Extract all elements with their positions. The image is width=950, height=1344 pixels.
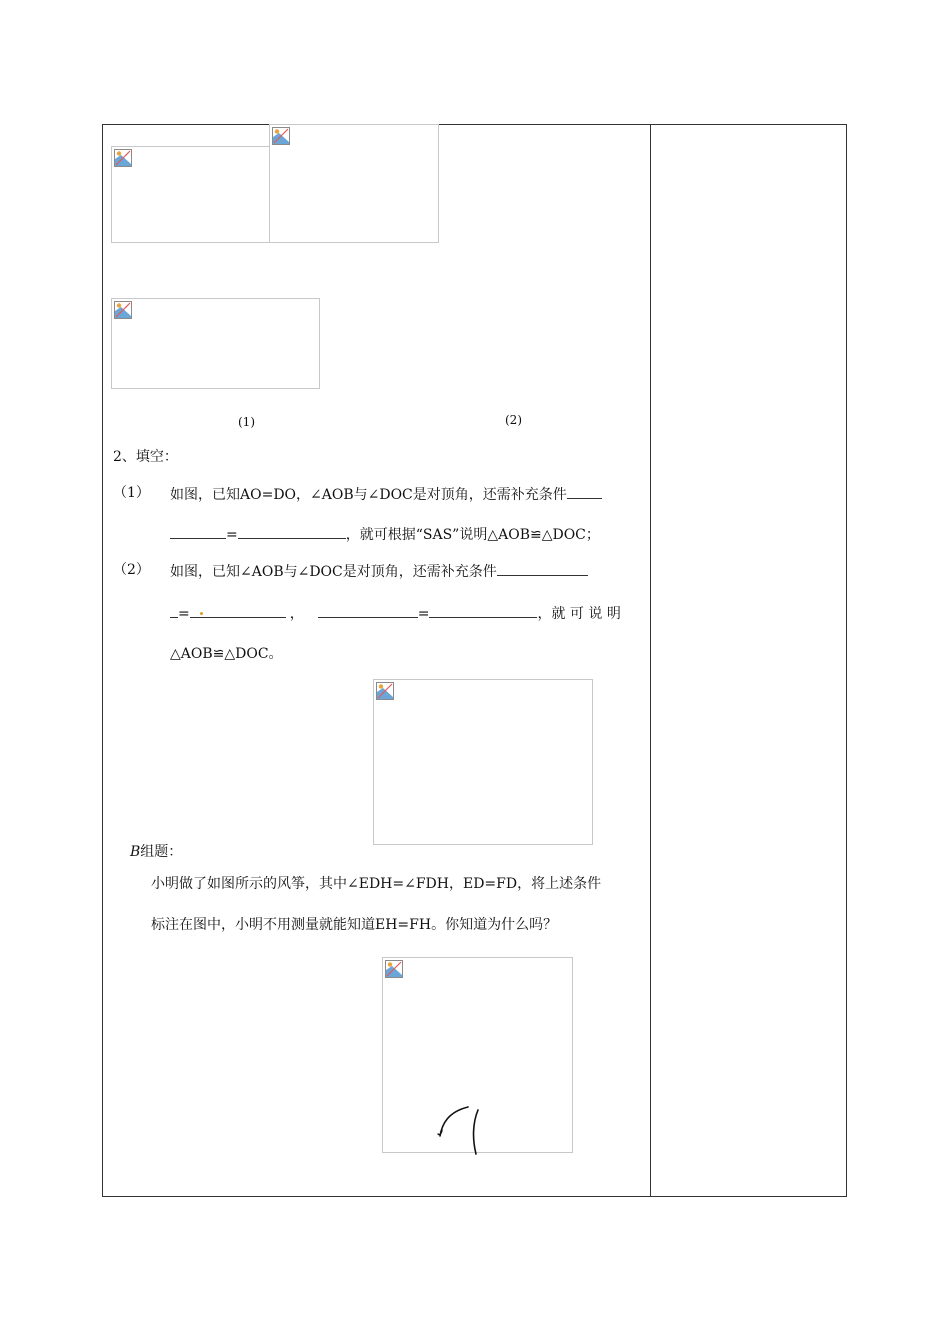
figure-label-2: (2) [505, 413, 522, 427]
image-placeholder-3 [111, 298, 320, 389]
section-b-heading [130, 843, 182, 861]
section-2-heading: 2、填空： [113, 449, 178, 465]
answer-blank[interactable] [567, 484, 602, 499]
pen-scribble [430, 1100, 490, 1160]
column-divider [650, 124, 651, 1197]
section-b-line-1: 小明做了如图所示的风筝，其中∠EDH=∠FDH，ED=FD，将上述条件 [151, 876, 602, 892]
item-1-line-2 [170, 524, 600, 544]
broken-image-icon [114, 301, 132, 319]
equals-sign: = [417, 606, 430, 622]
comma: ， [289, 606, 304, 622]
equals-sign: = [226, 527, 238, 543]
broken-image-icon [385, 960, 403, 978]
item-2-line-1 [170, 561, 588, 581]
equals-sign: = [178, 606, 190, 622]
answer-blank[interactable] [170, 603, 178, 618]
section-b-line-2: 标注在图中，小明不用测量就能知道EH=FH。你知道为什么吗？ [151, 917, 558, 933]
section-b-heading-rest: 组题： [140, 844, 183, 860]
broken-image-icon [376, 682, 394, 700]
answer-blank[interactable] [497, 561, 588, 576]
item-1-number: （1） [113, 485, 150, 501]
figure-label-1: (1) [238, 415, 255, 429]
broken-image-icon [272, 127, 290, 145]
broken-image-icon [114, 149, 132, 167]
item-2-text-a: 如图，已知∠AOB与∠DOC是对顶角，还需补充条件 [170, 564, 497, 580]
answer-blank[interactable] [318, 603, 418, 618]
image-placeholder-2 [269, 124, 439, 243]
item-2-line-2 [170, 603, 621, 623]
item-1-text-b: ，就可根据“SAS”说明△AOB≌△DOC； [345, 527, 600, 543]
answer-blank[interactable] [170, 524, 226, 539]
image-placeholder-4 [373, 679, 593, 845]
answer-blank[interactable] [190, 603, 286, 618]
answer-blank[interactable] [429, 603, 537, 618]
item-2-line-3: △AOB≌△DOC。 [170, 646, 283, 662]
item-2-number: （2） [113, 562, 150, 578]
answer-blank[interactable] [238, 524, 346, 539]
image-placeholder-1 [111, 146, 271, 243]
section-b-letter: B [130, 844, 141, 860]
item-2-text-b: ，就 可 说 明 [537, 606, 621, 622]
item-1-text-a: 如图，已知AO=DO，∠AOB与∠DOC是对顶角，还需补充条件 [170, 487, 567, 503]
item-1-line-1 [170, 484, 602, 504]
marker-dot [200, 612, 203, 615]
